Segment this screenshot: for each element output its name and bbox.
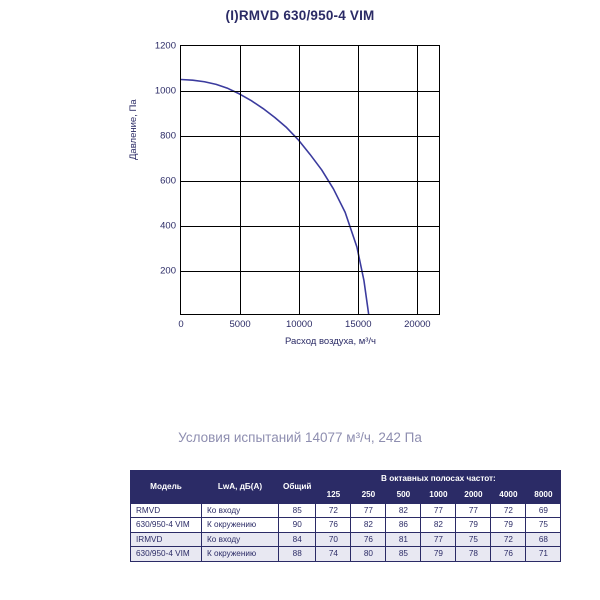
y-axis-label: Давление, Па (128, 99, 139, 160)
x-axis-tick: 5000 (229, 319, 251, 330)
header-band-4000: 4000 (491, 487, 526, 503)
cell-band-1000: 77 (421, 532, 456, 546)
cell-band-2000: 75 (456, 532, 491, 546)
cell-band-8000: 71 (526, 547, 561, 561)
cell-band-8000: 75 (526, 518, 561, 532)
cell-model: 630/950-4 VIM (131, 547, 202, 561)
x-gridline (417, 46, 418, 314)
y-axis-tick: 1000 (154, 85, 176, 97)
cell-band-8000: 69 (526, 503, 561, 517)
cell-model: IRMVD (131, 532, 202, 546)
table-row (131, 547, 561, 561)
x-gridline (240, 46, 241, 314)
header-model: Модель (131, 471, 202, 504)
header-band-8000: 8000 (526, 487, 561, 503)
cell-band-4000: 76 (491, 547, 526, 561)
cell-band-500: 81 (386, 532, 421, 546)
cell-band-500: 85 (386, 547, 421, 561)
y-axis-tick: 800 (160, 130, 176, 142)
curve-line (181, 46, 439, 314)
performance-chart (128, 40, 470, 347)
y-axis-tick: 200 (160, 265, 176, 277)
cell-band-500: 86 (386, 518, 421, 532)
cell-total: 85 (279, 503, 316, 517)
cell-band-1000: 79 (421, 547, 456, 561)
y-axis-tick: 600 (160, 175, 176, 187)
cell-band-500: 82 (386, 503, 421, 517)
cell-band-250: 80 (351, 547, 386, 561)
cell-band-1000: 82 (421, 518, 456, 532)
header-total: Общий (279, 471, 316, 504)
cell-band-250: 76 (351, 532, 386, 546)
cell-direction: К окружению (202, 547, 279, 561)
cell-band-4000: 79 (491, 518, 526, 532)
y-gridline (181, 271, 439, 272)
table-row (131, 518, 561, 532)
x-axis-tick: 15000 (345, 319, 372, 330)
cell-band-250: 82 (351, 518, 386, 532)
header-band-250: 250 (351, 487, 386, 503)
cell-band-250: 77 (351, 503, 386, 517)
table-row (131, 532, 561, 546)
x-axis-tick: 0 (178, 319, 184, 330)
cell-direction: К окружению (202, 518, 279, 532)
cell-band-1000: 77 (421, 503, 456, 517)
cell-band-125: 76 (316, 518, 351, 532)
noise-table-body (131, 503, 561, 561)
cell-band-2000: 79 (456, 518, 491, 532)
header-octave-group: В октавных полосах частот: (316, 471, 561, 487)
x-gridline (358, 46, 359, 314)
x-axis-tick: 20000 (404, 319, 431, 330)
page-title: (I)RMVD 630/950-4 VIM (225, 8, 375, 23)
cell-band-4000: 72 (491, 503, 526, 517)
cell-band-8000: 68 (526, 532, 561, 546)
y-axis-tick: 400 (160, 220, 176, 232)
cell-model: 630/950-4 VIM (131, 518, 202, 532)
cell-band-2000: 78 (456, 547, 491, 561)
cell-model: RMVD (131, 503, 202, 517)
noise-table (130, 470, 561, 562)
header-band-2000: 2000 (456, 487, 491, 503)
header-lwa: LwA, дБ(A) (202, 471, 279, 504)
y-axis-tick: 1200 (154, 40, 176, 52)
y-gridline (181, 91, 439, 92)
noise-table-head (131, 471, 561, 504)
header-band-125: 125 (316, 487, 351, 503)
cell-direction: Ко входу (202, 503, 279, 517)
cell-total: 90 (279, 518, 316, 532)
y-gridline (181, 181, 439, 182)
test-conditions: Условия испытаний 14077 м³/ч, 242 Па (178, 430, 422, 445)
cell-total: 88 (279, 547, 316, 561)
pressure-curve (181, 80, 369, 315)
cell-direction: Ко входу (202, 532, 279, 546)
cell-band-2000: 77 (456, 503, 491, 517)
noise-table-header-row (131, 471, 561, 487)
cell-band-125: 72 (316, 503, 351, 517)
cell-band-4000: 72 (491, 532, 526, 546)
y-gridline (181, 226, 439, 227)
x-axis-tick: 10000 (285, 319, 313, 330)
table-row (131, 503, 561, 517)
chart-plot-area (154, 40, 440, 330)
x-axis-label: Расход воздуха, м³/ч (285, 336, 377, 347)
x-gridline (299, 46, 300, 314)
cell-total: 84 (279, 532, 316, 546)
header-band-500: 500 (386, 487, 421, 503)
header-band-1000: 1000 (421, 487, 456, 503)
y-gridline (181, 136, 439, 137)
cell-band-125: 70 (316, 532, 351, 546)
cell-band-125: 74 (316, 547, 351, 561)
